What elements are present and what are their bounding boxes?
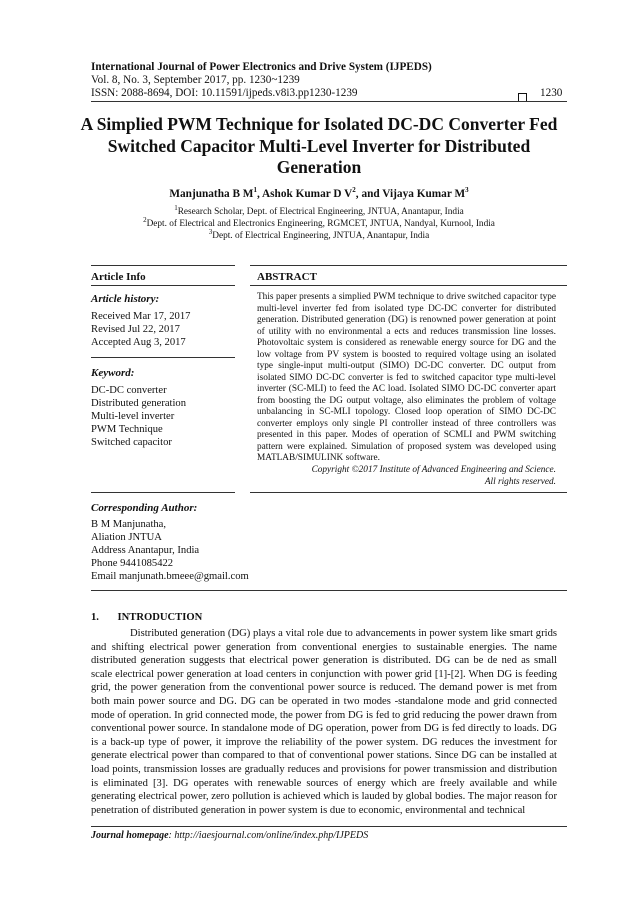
keyword-item: Multi-level inverter — [91, 411, 175, 422]
keyword-item: DC-DC converter — [91, 385, 167, 396]
article-history-label: Article history: — [91, 293, 160, 305]
issn-doi: ISSN: 2088-8694, DOI: 10.11591/ijpeds.v8i3.pp1230-1239 — [91, 87, 358, 99]
journal-homepage: Journal homepage: http://iaesjournal.com/online/index.php/IJPEDS — [91, 830, 369, 841]
article-info-bottom-rule — [91, 492, 235, 493]
front-matter-bottom-rule — [91, 590, 567, 591]
received-date: Received Mar 17, 2017 — [91, 311, 191, 322]
keyword-rule — [91, 357, 235, 358]
article-info-mid-rule — [91, 285, 235, 286]
article-info-top-rule — [91, 265, 235, 266]
abstract-bottom-rule — [250, 492, 567, 493]
corresponding-line: Phone 9441085422 — [91, 558, 174, 569]
corresponding-line: Aliation JNTUA — [91, 532, 162, 543]
header-rule — [91, 101, 567, 102]
revised-date: Revised Jul 22, 2017 — [91, 324, 180, 335]
affiliation-2: $^2$Dept. of Electrical and Electronics Engineering, RGMCET, JNTUA, Nandyal, Kurnool, India — [143, 215, 495, 229]
page-number: 1230 — [540, 87, 563, 99]
footer-rule — [91, 826, 567, 827]
introduction-body — [91, 627, 557, 817]
accepted-date: Accepted Aug 3, 2017 — [91, 337, 186, 348]
volume-info: Vol. 8, No. 3, September 2017, pp. 1230~1239 — [91, 74, 300, 86]
affiliation-1: $^1$Research Scholar, Dept. of Electrical Engineering, JNTUA, Anantapur, India — [174, 203, 464, 217]
keyword-label: Keyword: — [91, 367, 135, 379]
paper-title: A Simplied PWM Technique for Isolated DC-DC Converter Fed Switched Capacitor Multi-Level Inverter for Distributed Generation — [80, 114, 558, 177]
corresponding-line: B M Manjunatha, — [91, 519, 167, 530]
affiliation-3: $^3$Dept. of Electrical Engineering, JNTUA, Anantapur, India — [208, 227, 430, 241]
abstract-heading: ABSTRACT — [257, 271, 317, 283]
section-heading-introduction: 1. INTRODUCTION — [91, 612, 203, 623]
article-info-heading: Article Info — [91, 271, 146, 283]
square-bullet-icon — [518, 88, 527, 106]
corresponding-author-label: Corresponding Author: — [91, 502, 198, 514]
abstract-top-rule — [250, 265, 567, 266]
keyword-item: PWM Technique — [91, 424, 163, 435]
abstract-mid-rule — [250, 285, 567, 286]
copyright-notice: Copyright ©2017 Institute of Advanced Engineering and Science. All rights reserved. — [311, 465, 556, 487]
keyword-item: Switched capacitor — [91, 437, 172, 448]
introduction-paragraph: Distributed generation (DG) plays a vital role due to advancements in power system like smart grids and shifting electrical power generation from conventional energies to sustainable energies. The name distributed generation suggests that electrical power generation is distributed. DG can be de ned as small scale electrical power generation at load centers in conjunction with power grid [1]-[2]. When DG is feeding grid, the power generation from the conventional power source is reduced. The demand power is met from both main power source and DG. DG can be operated in two modes -standalone mode and grid connected mode of operation. In grid connected mode, the power from DG is fed to grid reducing the power drawn from conventional power source. In standalone mode of DG operation, power from DG is fed directly to loads. DG is a back-up type of power, it improve the reliability of the power system. DG reduces the investment for generate electrical power than compared to that of conventional power stations. Since DG can be installed at load points, transmission losses are gradually reduces and provisions for power transmission and distribution is eliminated [3]. DG operates with renewable sources of energy which are freely available and while generating electrical power, zero pollution is achieved which is lauded by global bodies. The major reason for penetration of distributed generation in power system is due to economic, environmental and technical — [91, 628, 557, 816]
author-line: Manjunatha B $M^1$, Ashok Kumar D $V^2$, and Vijaya Kumar $M^3$ — [169, 186, 469, 200]
journal-name: International Journal of Power Electronics and Drive System (IJPEDS) — [91, 61, 432, 73]
abstract-text: This paper presents a simplied PWM technique to drive switched capacitor type multi-level inverter fed from isolated type DC-DC converter for distributed generation. Distributed generation (DG) is renowned power generation at point of utility with no environmental a ects and reduces transmission line losses. Photovoltaic system is considered as renewable energy source for DG and the low voltage from PV system is boosted to required voltage using an isolated type single-input multi-output (SIMO) DC-DC converter. DC output from isolated SIMO DC-DC converter is fed to switched capacitor type multi-level inverter (SC-MLI) to feed the AC load. Isolated SIMO DC-DC converter apart from boosting the DG output voltage, also eliminates the problem of voltage unbalancing in SC-MLI topology. Closed loop operation of SIMO DC-DC converter employs only single PI controller instead of three controllers was presented in this paper. Modes of operation of SCMLI and PWM switching pattern were explained. Simulation of proposed system was developed using MATLAB/SIMULINK software. — [257, 292, 556, 463]
keyword-item: Distributed generation — [91, 398, 187, 409]
corresponding-line: Address Anantapur, India — [91, 545, 200, 556]
corresponding-email: Email manjunath.bmeee@gmail.com — [91, 571, 249, 582]
